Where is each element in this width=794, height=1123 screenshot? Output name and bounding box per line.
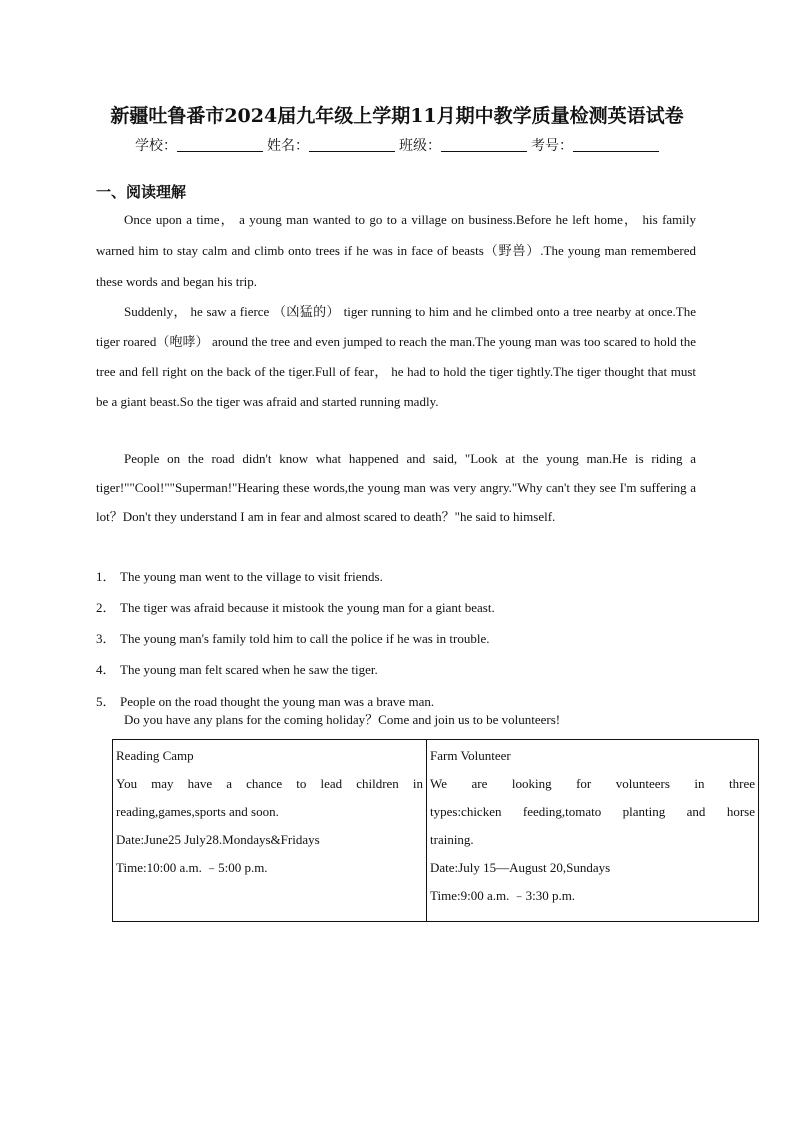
farm-volunteer-title: Farm Volunteer — [430, 748, 511, 763]
reading-camp-date: Date:June25 July28.Mondays&Fridays — [116, 832, 320, 847]
reading-camp-desc-line-2: reading,games,sports and soon. — [116, 804, 279, 819]
question-text: The young man's family told him to call the police if he was in trouble. — [120, 631, 490, 646]
question-item — [96, 659, 378, 678]
question-number: 3． — [96, 631, 116, 646]
reading-camp-title: Reading Camp — [116, 748, 194, 763]
class-blank[interactable] — [441, 137, 527, 152]
question-item — [96, 597, 495, 616]
question-item — [96, 566, 383, 585]
question-text: People on the road thought the young man was a brave man. — [120, 694, 435, 709]
farm-volunteer-desc-line-1: We are looking for volunteers in three — [430, 776, 755, 791]
name-blank[interactable] — [309, 137, 395, 152]
question-text: The young man went to the village to visit friends. — [120, 569, 383, 584]
passage-paragraph-1: Once upon a time， a young man wanted to go to a village on business.Before he left home， his family warned him to stay calm and climb onto trees if he was in face of beasts（野兽）.The young man remembered these words and began his trip. — [96, 212, 696, 289]
farm-volunteer-date: Date:July 15—August 20,Sundays — [430, 860, 611, 875]
farm-volunteer-desc-line-3: training. — [430, 832, 474, 847]
question-number: 1． — [96, 569, 116, 584]
question-text: The young man felt scared when he saw the tiger. — [120, 662, 378, 677]
farm-volunteer-time: Time:9:00 a.m. ﹣3:30 p.m. — [430, 888, 576, 903]
volunteer-table — [112, 739, 759, 922]
reading-camp-time: Time:10:00 a.m. ﹣5:00 p.m. — [116, 860, 268, 875]
student-info-line — [0, 135, 794, 155]
class-label: 班级： — [399, 138, 441, 154]
school-label: 学校： — [135, 138, 177, 154]
question-number: 2． — [96, 600, 116, 615]
farm-volunteer-cell — [427, 740, 758, 921]
section-title: 一、阅读理解 — [96, 183, 187, 201]
ad-intro-text: Do you have any plans for the coming holiday？Come and join us to be volunteers! — [124, 712, 561, 727]
passage-paragraph-2: Suddenly， he saw a fierce （凶猛的） tiger running to him and he climbed onto a tree nearby at once.The tiger roared（咆哮） around the tree and even jumped to reach the man.The young man was too scared to hold the tree and fell right on the back of the tiger.Full of fear， he had to hold the tiger tightly.The tiger thought that must be a giant beast.So the tiger was afraid and started running madly. — [96, 304, 696, 409]
name-label: 姓名： — [267, 138, 309, 154]
reading-camp-desc-line-1: You may have a chance to lead children in — [116, 776, 423, 791]
exam-number-blank[interactable] — [573, 137, 659, 152]
exam-title: 新疆吐鲁番市2024届九年级上学期11月期中教学质量检测英语试卷 — [110, 105, 684, 127]
school-blank[interactable] — [177, 137, 263, 152]
question-item — [96, 691, 434, 710]
farm-volunteer-desc-line-2: types:chicken feeding,tomato planting and horse — [430, 804, 755, 819]
question-item — [96, 628, 490, 647]
question-text: The tiger was afraid because it mistook the young man for a giant beast. — [120, 600, 495, 615]
question-number: 5． — [96, 694, 116, 709]
passage-paragraph-3: People on the road didn't know what happened and said, "Look at the young man.He is riding a tiger!""Cool!""Superman!"Hearing these words,the young man was very angry."Why can't they see I'm suffering a lot？Don't they understand I am in fear and almost scared to death？"he said to himself. — [96, 451, 696, 524]
exam-number-label: 考号： — [531, 138, 573, 154]
question-number: 4． — [96, 662, 116, 677]
reading-camp-cell — [113, 740, 427, 921]
